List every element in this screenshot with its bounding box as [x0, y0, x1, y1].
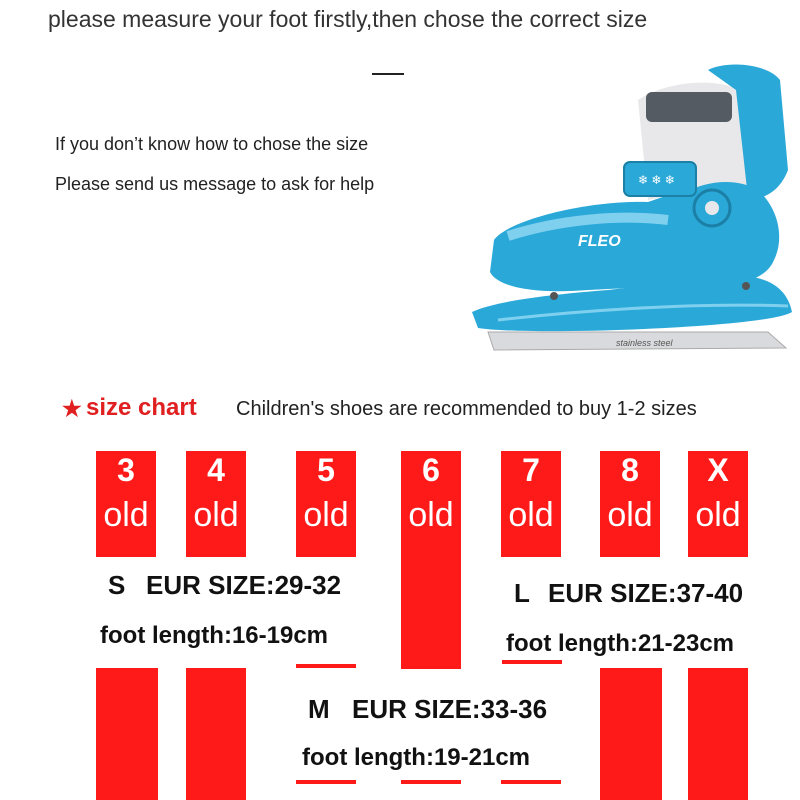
divider-red-m-bottom	[296, 780, 356, 784]
age-suffix: old	[193, 496, 239, 534]
divider-red-7-bottom	[501, 780, 561, 784]
age-suffix: old	[607, 496, 653, 534]
age-number: 3	[117, 452, 135, 488]
bar-3-lower	[96, 668, 158, 800]
age-number: 6	[422, 452, 440, 488]
svg-text:❄ ❄ ❄: ❄ ❄ ❄	[638, 173, 675, 187]
help-text-line2: Please send us message to ask for help	[55, 174, 375, 194]
boot-brand-text: FLEO	[578, 233, 621, 250]
age-box-x	[688, 451, 748, 557]
size-l-foot-length: foot length:21-23cm	[506, 630, 735, 657]
size-m-label: M	[308, 694, 330, 724]
ice-skate-image	[468, 50, 800, 355]
size-chart-note: Children's shoes are recommended to buy 1-2 sizes	[236, 398, 697, 420]
age-box-6	[401, 451, 461, 669]
age-box-5	[296, 451, 356, 557]
divider-red-6-bottom	[401, 780, 461, 784]
age-number: 7	[522, 452, 540, 488]
blade-text: stainless steel	[616, 338, 673, 348]
age-box-7	[501, 451, 561, 557]
size-s-eur: EUR SIZE:29-32	[146, 570, 342, 600]
instruction-text: please measure your foot firstly,then chose the correct size	[48, 6, 648, 32]
age-number: 8	[621, 452, 639, 488]
size-s-foot-length: foot length:16-19cm	[100, 622, 329, 649]
size-m-foot-length: foot length:19-21cm	[302, 744, 531, 771]
age-box-3	[96, 451, 156, 557]
bar-4-lower	[186, 668, 246, 800]
age-suffix: old	[408, 496, 454, 534]
age-box-4	[186, 451, 246, 557]
help-text-line1: If you don’t know how to chose the size	[55, 134, 369, 154]
size-s-label: S	[108, 570, 126, 600]
age-number: 4	[207, 452, 225, 488]
bar-8-lower	[600, 668, 662, 800]
age-number: X	[707, 452, 729, 488]
size-m-eur: EUR SIZE:33-36	[352, 694, 548, 724]
star-icon: ★	[62, 396, 82, 421]
size-l-eur: EUR SIZE:37-40	[548, 578, 744, 608]
age-box-8	[600, 451, 660, 557]
age-suffix: old	[508, 496, 554, 534]
age-suffix: old	[103, 496, 149, 534]
age-suffix: old	[695, 496, 741, 534]
bar-x-lower	[688, 668, 748, 800]
size-l-label: L	[514, 578, 530, 608]
age-suffix: old	[303, 496, 349, 534]
divider-red-m	[296, 664, 356, 668]
size-chart-title: size chart	[86, 394, 197, 421]
skate-strap-top	[646, 92, 732, 122]
divider-dash	[372, 73, 404, 75]
age-number: 5	[317, 452, 335, 488]
divider-red-l	[502, 660, 562, 664]
